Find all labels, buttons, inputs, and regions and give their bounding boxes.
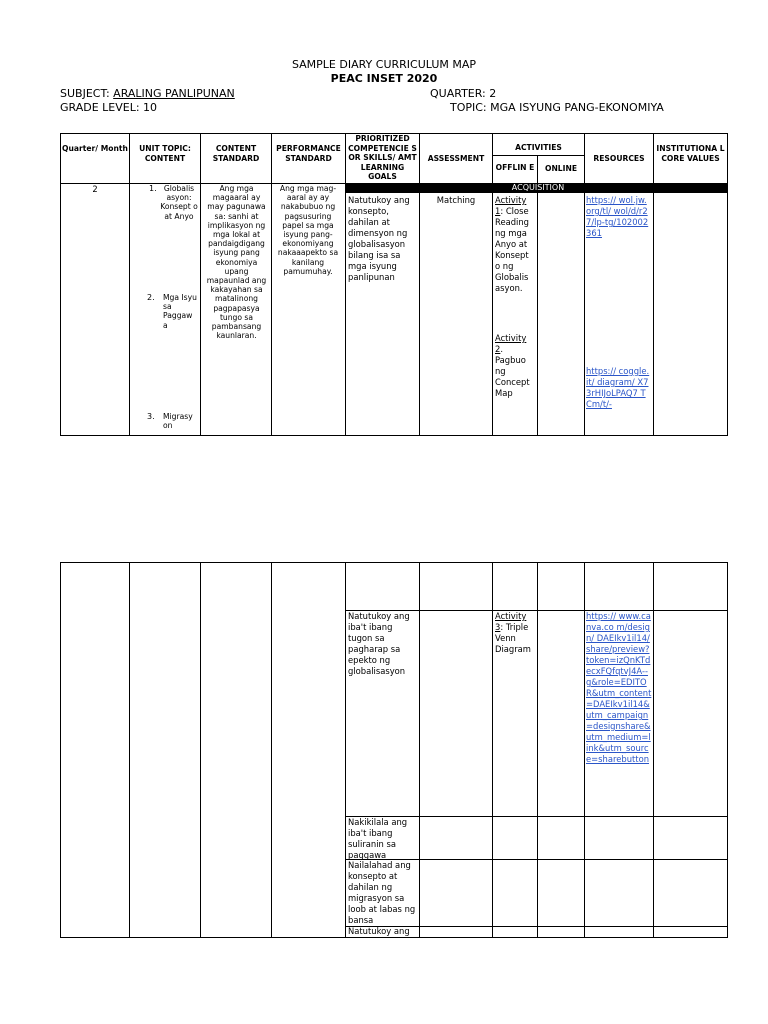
header-prioritized: PRIORITIZED COMPETENCIE S OR SKILLS/ AMT LEARNING GOALS: [348, 134, 417, 181]
grade-label: GRADE LEVEL: 10: [60, 101, 158, 114]
unit-item: Migrasy on: [163, 412, 193, 431]
activity-2-text: . Pagbuo ng Concept Map: [495, 344, 530, 398]
resource-link-3[interactable]: https:// www.canva.co m/design/ DAEIkv1il14/ share/preview? token=izQnKTd ecxFQfqtvJ4A-- g&role=EDITO R&utm_content =DAEIkv1il14& utm_campaign =designshare& utm_medium=l ink&utm_sourc e=sharebutton: [586, 611, 652, 764]
header-unit: UNIT TOPIC: CONTENT: [139, 144, 191, 163]
competency-text: Natutukoy ang konsepto, dahilan at dimensyon ng globalisasyon bilang isa sa mga isyung panlipunan: [348, 195, 410, 282]
header-performance-standard: PERFORMANCE STANDARD: [276, 144, 341, 163]
header-activities: ACTIVITIES: [515, 143, 562, 152]
unit-item-num: 1.: [149, 184, 157, 193]
unit-item-num: 3.: [147, 412, 155, 421]
header-offline: OFFLIN E: [495, 163, 535, 172]
performance-standard-text: Ang mga mag-aaral ay ay nakabubuo ng pagsusuring papel sa mga isyung pang-ekonomiyang nakaaapekto sa kanilang pamumuhay.: [277, 184, 339, 276]
activity-1-label: Activity 1: [495, 195, 527, 216]
header-content-standard: CONTENT STANDARD: [212, 144, 260, 163]
resource-link-2[interactable]: https:// coggle.it/ diagram/ X73rHIJoLPAQ7 TCm/t/-: [586, 366, 650, 409]
activity-2: [495, 333, 535, 399]
content-standard-text: Ang mga magaaral ay may pagunawa sa: sanhi at implikasyon ng mga lokal at pandaigdigang isyung pang ekonomiya upang mapaunlad ang kakayahan sa matalinong pagpapasya tungo sa pambansang kaunlaran.: [206, 184, 267, 341]
resource-link-1[interactable]: https:// wol.jw.org/tl/ wol/d/r27/lp-tg/102002361: [586, 195, 649, 238]
activity-1-text: : Close Reading ng mga Anyo at Konsept o ng Globalis asyon.: [495, 206, 529, 293]
topic-label: TOPIC: MGA ISYUNG PANG-EKONOMIYA: [450, 101, 664, 114]
subject-label: SUBJECT:: [60, 87, 110, 100]
activity-3: [495, 611, 535, 655]
quarter-label: QUARTER: 2: [430, 87, 497, 100]
subject-value: ARALING PANLIPUNAN: [113, 87, 235, 100]
competency-text: Nakikilala ang iba't ibang suliranin sa paggawa: [348, 817, 408, 860]
header-quarter: Quarter/ Month: [62, 144, 128, 153]
doc-title: SAMPLE DIARY CURRICULUM MAP: [291, 58, 477, 71]
header-institutional: INSTITUTIONA L CORE VALUES: [656, 144, 725, 163]
quarter-value: 2: [92, 184, 98, 194]
activity-2-label: Activity 2: [495, 333, 527, 354]
acquisition-label: ACQUISITION: [511, 183, 565, 192]
header-assessment: ASSESSMENT: [427, 154, 485, 163]
subject-line: [60, 87, 235, 100]
competency-text: Natutukoy ang: [348, 926, 410, 936]
header-online: ONLINE: [544, 164, 578, 173]
unit-item-num: 2.: [147, 293, 155, 302]
competency-text: Natutukoy ang iba't ibang tugon sa pagharap sa epekto ng globalisasyon: [348, 611, 410, 676]
doc-subtitle: PEAC INSET 2020: [330, 72, 438, 85]
competency-text: Nailalahad ang konsepto at dahilan ng migrasyon sa loob at labas ng bansa: [348, 860, 416, 925]
unit-item: Mga Isyu sa Paggaw a: [163, 293, 197, 330]
activity-3-label: Activity 3: [495, 611, 527, 632]
header-resources: RESOURCES: [593, 154, 645, 163]
unit-item: Globalis asyon: Konsept o at Anyo: [160, 184, 198, 221]
activity-1: [495, 195, 535, 294]
assessment-text: Matching: [436, 195, 476, 205]
activity-3-text: : Triple Venn Diagram: [495, 622, 531, 654]
